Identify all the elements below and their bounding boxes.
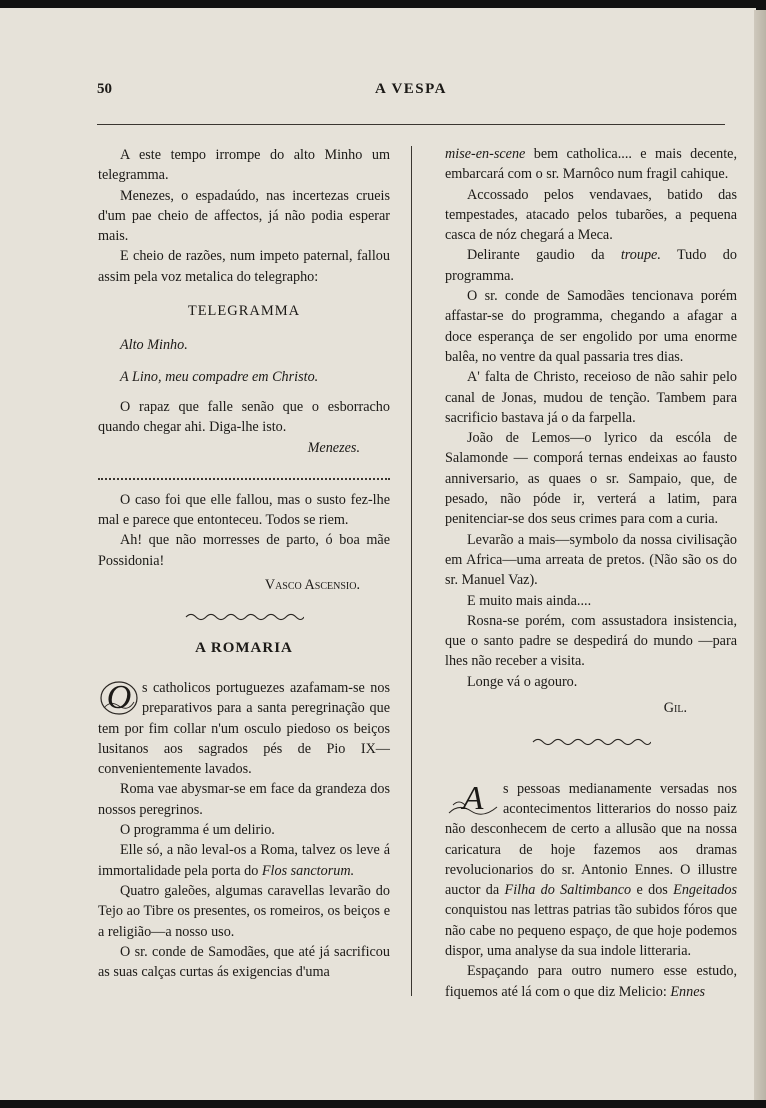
paragraph xyxy=(445,245,737,286)
paragraph xyxy=(98,840,390,881)
right-column xyxy=(445,144,737,1002)
paragraph-text: e dos xyxy=(631,882,674,899)
drop-cap-letter: A xyxy=(462,779,484,817)
paragraph-text: s catholicos portuguezes azafamam-se nos preparativos para a santa peregrinação que tem por fim collar n'um osculo piedoso os beiços lusitanos aos sagrados pés de Pio IX—convenientemente lavados. xyxy=(98,679,390,778)
italic-phrase: mise-en-scene xyxy=(445,146,526,162)
paragraph: O sr. conde de Samodães, que até já sacrificou as suas calças curtas ás exigencias d'uma xyxy=(98,943,390,981)
paragraph-text: s pessoas medianamente versadas nos acontecimentos litterarios do nosso paiz não desconhecem de certo a allusão que na nossa caricatura de hoje fazemos aos dramas revolucionarios do sr. Antonio Ennes. O illustre auctor da xyxy=(445,780,737,899)
paragraph-text: Tudo do programma. xyxy=(445,247,737,284)
paragraph: Levarão a mais—symbolo da nossa civilisação em Africa—uma arreata de pretos. (Não são os do sr. Manuel Vaz). xyxy=(445,531,737,589)
paragraph: O sr. conde de Samodães tencionava porém affastar-se do programma, chegando a afagar a doce esperança de ser engolido por uma enorme balêa, no ventre da qual passaria tres dias. xyxy=(445,288,737,365)
paragraph xyxy=(445,779,737,962)
paragraph-text: Espaçando para outro numero esse estudo, fiquemos até lá com o que diz Melicio: xyxy=(445,963,737,1000)
drop-cap xyxy=(98,678,140,718)
page-number: 50 xyxy=(97,81,112,97)
paragraph: A' falta de Christo, receioso de não sahir pelo canal de Jonas, mudou de tenção. Tambem para sacrificio bastava já o da farpella. xyxy=(445,369,737,426)
paragraph xyxy=(445,144,737,185)
page-edge xyxy=(754,10,766,1100)
telegram-signature: Menezes. xyxy=(307,439,360,456)
paragraph: Quatro galeões, algumas caravellas levarão do Tejo ao Tibre os presentes, os romeiros, os beiços e a religião—a nosso uso. xyxy=(98,882,390,940)
paragraph: E muito mais ainda.... xyxy=(467,592,592,609)
drop-cap xyxy=(445,779,501,819)
drop-cap-letter: O xyxy=(106,678,132,716)
section-title: A ROMARIA xyxy=(195,639,293,656)
italic-word: Ennes xyxy=(670,983,706,1000)
ornament-divider xyxy=(98,609,390,629)
italic-word: troupe. xyxy=(620,247,661,264)
ornament-divider xyxy=(445,734,737,754)
paragraph: A este tempo irrompe do alto Minho um telegramma. xyxy=(98,147,390,184)
paragraph-text: Elle só, a não leval-os a Roma, talvez os leve á immortalidade pela porta do xyxy=(98,842,390,879)
author-signature: Vasco Ascensio. xyxy=(264,577,360,594)
page-header xyxy=(97,80,725,102)
telegram-body: O rapaz que falle senão que o esborracho quando chegar ahi. Diga-lhe isto. xyxy=(98,398,390,436)
dotted-separator xyxy=(98,478,390,480)
paragraph-text: bem catholica.... e mais decente, embarcará com o sr. Marnôco num fragil cahique. xyxy=(445,146,737,183)
header-rule xyxy=(97,124,725,125)
paragraph: O programma é um delirio. xyxy=(120,822,275,839)
paragraph-text: conquistou nas lettras patrias tão subidos fóros que não cabe no pequeno espaço, de que hoje podemos dispor, uma analyse da sua indole litteraria. xyxy=(445,902,737,959)
paragraph: E cheio de razões, num impeto paternal, fallou assim pela voz metalica do telegrapho: xyxy=(98,248,390,285)
italic-title: Flos sanctorum. xyxy=(261,862,355,879)
paragraph-text: Delirante gaudio da xyxy=(467,247,621,264)
journal-title: A VESPA xyxy=(374,81,448,97)
paragraph xyxy=(98,678,390,779)
telegram-place: Alto Minho. xyxy=(120,337,188,354)
paragraph: Longe vá o agouro. xyxy=(467,673,578,690)
author-signature: Gil. xyxy=(663,700,687,717)
paragraph: Roma vae abysmar-se em face da grandeza dos nossos peregrinos. xyxy=(98,781,390,818)
paragraph: João de Lemos—o lyrico da escóla de Salamonde — comporá ternas endeixas ao fausto anniversario, as quaes o sr. Sampaio, que, de pesado, não póde ir, verterá a latim, para penitenciar-se dos seus crimes para com a curia. xyxy=(445,430,737,528)
left-column xyxy=(98,145,390,982)
paragraph: Menezes, o espadaúdo, nas incertezas crueis d'um pae cheio de affectos, já não podia esperar mais. xyxy=(98,187,390,245)
italic-title: Engeitados xyxy=(673,882,738,899)
telegram-title: TELEGRAMMA xyxy=(187,303,301,320)
paragraph: O caso foi que elle fallou, mas o susto fez-lhe mal e parece que entonteceu. Todos se riem. xyxy=(98,491,390,529)
paragraph xyxy=(445,961,737,1002)
telegram-addressee: A Lino, meu compadre em Christo. xyxy=(120,368,319,385)
column-divider xyxy=(411,146,412,996)
paragraph: Rosna-se porém, com assustadora insistencia, que o santo padre se despedirá do mundo —para lhes não receber a visita. xyxy=(445,612,737,670)
paragraph: Accossado pelos vendavaes, batido das tempestades, atacado pelos tubarões, a pequena casca de nóz chegará a Meca. xyxy=(445,186,737,244)
paragraph: Ah! que não morresses de parto, ó boa mãe Possidonia! xyxy=(98,532,390,569)
italic-title: Filha do Saltimbanco xyxy=(504,882,632,899)
